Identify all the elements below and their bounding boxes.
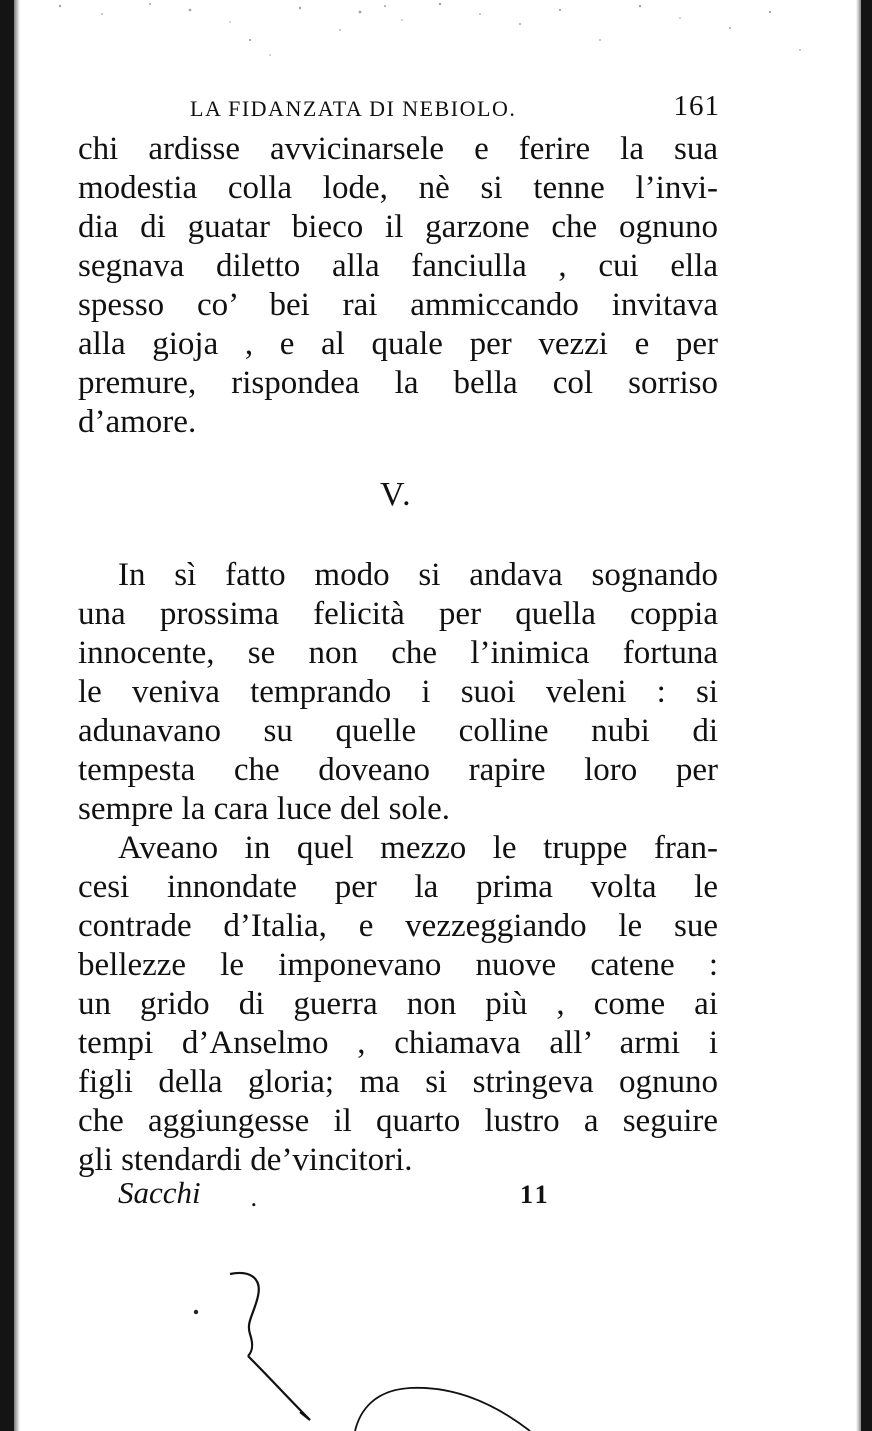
signature-dot: . — [250, 1184, 258, 1212]
text-line: sempre la cara luce del sole. — [78, 791, 450, 827]
text-line: un grido di guerra non più , come ai — [78, 986, 718, 1022]
text-line: chi ardisse avvicinarsele e ferire la sua — [78, 131, 718, 167]
text-line: segnava diletto alla fanciulla , cui ella — [78, 248, 718, 284]
text-line: gli stendardi de’vincitori. — [78, 1142, 413, 1178]
text-line: una prossima felicità per quella coppia — [78, 596, 718, 632]
scan-shadow-right — [856, 0, 861, 1431]
text-line: tempi d’Anselmo , chiamava all’ armi i — [78, 1025, 718, 1061]
text-line: modestia colla lode, nè si tenne l’invi- — [78, 170, 718, 206]
scan-border-right — [861, 0, 872, 1431]
text-line: innocente, se non che l’inimica fortuna — [78, 635, 718, 671]
running-head-title: LA FIDANZATA DI NEBIOLO. — [190, 96, 517, 121]
text-line: figli della gloria; ma si stringeva ognuno — [78, 1064, 718, 1100]
text-line: spesso co’ bei rai ammiccando invitava — [78, 287, 718, 323]
text-line: alla gioja , e al quale per vezzi e per — [78, 326, 718, 362]
text-line: Aveano in quel mezzo le truppe fran- — [118, 830, 718, 866]
paragraph-french-troops — [78, 829, 718, 1180]
text-line: adunavano su quelle colline nubi di — [78, 713, 718, 749]
paragraph-section-five — [78, 556, 718, 829]
pen-scribble-mark — [150, 1260, 590, 1431]
text-line: cesi innondate per la prima volta le — [78, 869, 718, 905]
text-line: In sì fatto modo si andava sognando — [118, 557, 718, 593]
text-line: premure, rispondea la bella col sorriso — [78, 365, 718, 401]
text-line: le veniva temprando i suoi veleni : si — [78, 674, 718, 710]
paragraph-continued — [78, 130, 718, 442]
text-line: d’amore. — [78, 404, 197, 440]
text-line: tempesta che doveano rapire loro per — [78, 752, 718, 788]
section-heading: V. — [380, 476, 413, 513]
text-line: dia di guatar bieco il garzone che ognuno — [78, 209, 718, 245]
text-line: contrade d’Italia, e vezzeggiando le sue — [78, 908, 718, 944]
running-head — [190, 90, 720, 126]
page-number: 161 — [673, 90, 720, 122]
text-line: bellezze le imponevano nuove catene : — [78, 947, 718, 983]
signature-number: 11 — [520, 1180, 551, 1209]
scan-noise-top — [40, 0, 830, 70]
text-line: che aggiungesse il quarto lustro a seguire — [78, 1103, 718, 1139]
scan-border-left — [0, 0, 14, 1431]
signature-mark: Sacchi — [118, 1175, 201, 1210]
scan-shadow-left — [14, 0, 20, 1431]
